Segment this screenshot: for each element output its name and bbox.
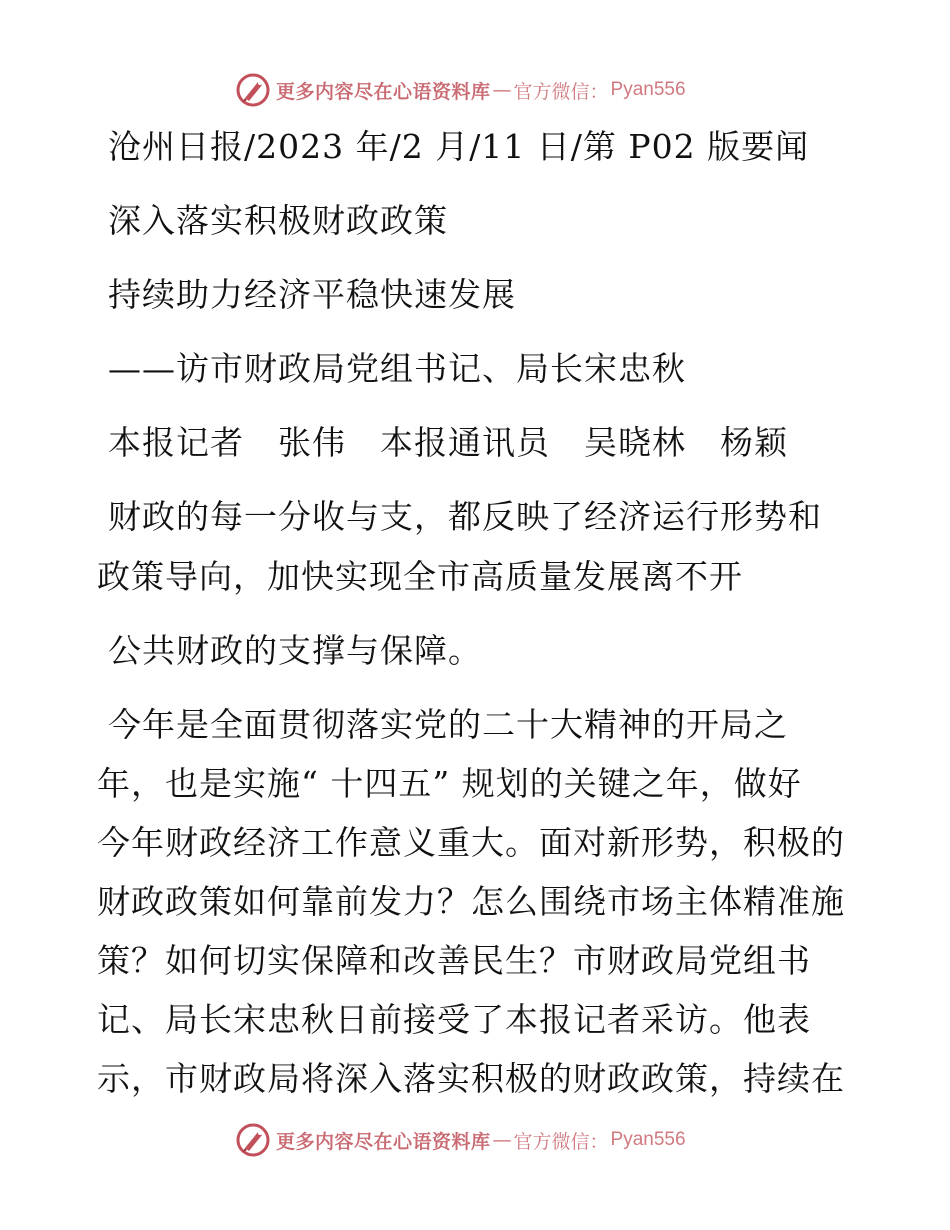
paragraph-2-line: 财政政策如何靠前发力？怎么围绕市场主体精准施	[97, 882, 845, 921]
paragraph-1-line: 政策导向，加快实现全市高质量发展离不开	[97, 557, 743, 596]
watermark-wechat-id: Pyan556	[610, 1129, 686, 1150]
paragraph-2-line: 示，市财政局将深入落实积极的财政政策，持续在	[97, 1059, 845, 1098]
headline-1: 深入落实积极财政政策	[108, 201, 448, 240]
watermark-dash: —	[492, 79, 512, 101]
subtitle: ——访市财政局党组书记、局长宋忠秋	[108, 349, 686, 388]
watermark-main-text: 更多内容尽在心语资料库	[276, 1130, 491, 1153]
byline: 本报记者 张伟 本报通讯员 吴晓林 杨颖	[108, 423, 788, 462]
paragraph-1-line: 公共财政的支撑与保障。	[108, 631, 482, 670]
paragraph-2-line: 今年是全面贯彻落实党的二十大精神的开局之	[108, 705, 788, 744]
paragraph-1-line: 财政的每一分收与支，都反映了经济运行形势和	[108, 497, 822, 536]
watermark-sub-text: 官方微信：	[513, 80, 609, 103]
watermark-banner-top	[236, 72, 686, 108]
pen-logo-icon	[236, 73, 270, 107]
dateline: 沧州日报/2023 年/2 月/11 日/第 P02 版要闻	[108, 127, 810, 166]
watermark-wechat-id: Pyan556	[610, 79, 686, 100]
watermark-banner-bottom	[236, 1122, 686, 1158]
paragraph-2-line: 年，也是实施“ 十四五” 规划的关键之年，做好	[97, 764, 802, 803]
paragraph-2-line: 记、局长宋忠秋日前接受了本报记者采访。他表	[97, 1000, 811, 1039]
watermark-sub-text: 官方微信：	[513, 1130, 609, 1153]
watermark-dash: —	[492, 1129, 512, 1151]
paragraph-2-line: 今年财政经济工作意义重大。面对新形势，积极的	[97, 823, 845, 862]
watermark-main-text: 更多内容尽在心语资料库	[276, 80, 491, 103]
paragraph-2-line: 策？如何切实保障和改善民生？市财政局党组书	[97, 941, 811, 980]
headline-2: 持续助力经济平稳快速发展	[108, 275, 516, 314]
pen-logo-icon	[236, 1123, 270, 1157]
